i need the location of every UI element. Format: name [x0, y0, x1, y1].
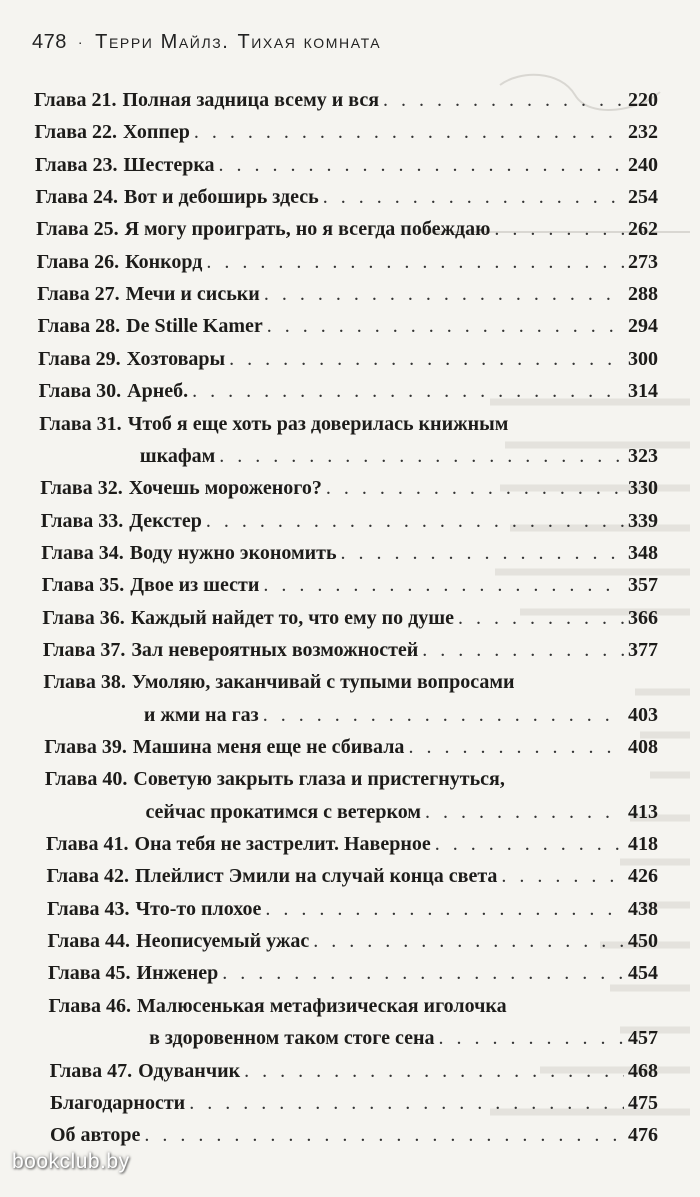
toc-page-number: 348	[627, 541, 658, 564]
toc-chapter-title: Хоппер	[123, 121, 190, 144]
toc-chapter-label: Глава 39.	[44, 736, 127, 758]
toc-entry	[48, 925, 658, 957]
toc-dot-leader	[265, 893, 624, 925]
toc-chapter-title: Каждый найдет то, что ему по душе	[130, 606, 454, 629]
toc-chapter-title: Одуванчик	[138, 1059, 241, 1082]
toc-chapter-title-continuation: и жми на газ	[143, 703, 259, 726]
toc-chapter-label: Глава 45.	[48, 962, 131, 985]
toc-page-number: 418	[627, 833, 658, 856]
toc-chapter-label: Глава 29.	[38, 347, 121, 370]
toc-chapter-label: Глава 47.	[49, 1059, 133, 1082]
toc-dot-leader	[439, 1022, 624, 1054]
toc-entry	[37, 246, 658, 278]
toc-chapter-title: Конкорд	[125, 250, 203, 273]
toc-chapter-label: Глава 43.	[47, 897, 130, 920]
toc-entry	[34, 84, 658, 116]
toc-entry	[43, 666, 658, 698]
toc-page-number: 366	[627, 606, 658, 629]
toc-page-number: 240	[627, 153, 658, 176]
toc-page-number: 294	[627, 315, 658, 338]
toc-chapter-title: Воду нужно экономить	[129, 541, 337, 564]
toc-page-number: 377	[627, 638, 658, 661]
toc-entry	[46, 828, 658, 860]
toc-entry	[35, 149, 658, 181]
toc-entry	[50, 1119, 658, 1151]
toc-entry	[46, 860, 658, 892]
toc-page-number: 273	[627, 250, 658, 273]
toc-chapter-label: Глава 38.	[43, 671, 126, 694]
toc-page-number: 457	[627, 1027, 658, 1050]
toc-dot-leader	[383, 84, 624, 116]
toc-entry	[44, 731, 658, 763]
toc-page-number: 262	[627, 218, 658, 241]
toc-dot-leader	[408, 731, 624, 763]
toc-dot-leader	[341, 537, 624, 569]
toc-dot-leader	[219, 149, 624, 181]
toc-entry-continuation	[144, 699, 658, 731]
toc-chapter-title: Чтоб я еще хоть раз доверилась книжным	[127, 412, 509, 435]
toc-chapter-label: Глава 34.	[41, 541, 124, 564]
toc-page-number: 330	[627, 477, 658, 500]
toc-page-number: 288	[627, 283, 658, 306]
toc-entry	[41, 537, 658, 569]
toc-chapter-title: Шестерка	[123, 153, 215, 176]
toc-chapter-label: Глава 37.	[42, 638, 126, 661]
toc-chapter-title: Малюсенькая метафизическая иголочка	[137, 994, 507, 1017]
toc-chapter-label: Глава 30.	[38, 380, 122, 403]
toc-page-number: 426	[627, 865, 658, 888]
toc-chapter-label: Глава 23.	[35, 153, 118, 176]
toc-entry	[42, 602, 658, 634]
toc-chapter-label: Глава 22.	[34, 121, 118, 144]
toc-page-number: 323	[627, 444, 658, 467]
toc-dot-leader	[326, 472, 624, 504]
toc-chapter-title: Инженер	[136, 962, 219, 985]
toc-chapter-title: De Stille Kamer	[126, 315, 263, 338]
toc-chapter-title-continuation: сейчас прокатимся с ветерком	[145, 800, 422, 823]
toc-chapter-title-continuation: в здоровенном таком стоге сена	[149, 1027, 435, 1050]
toc-dot-leader	[219, 440, 624, 472]
toc-entry	[35, 116, 658, 148]
toc-chapter-title: Советую закрыть глаза и пристегнуться,	[133, 768, 505, 791]
toc-dot-leader	[229, 343, 624, 375]
toc-chapter-label: Глава 35.	[41, 574, 125, 597]
toc-chapter-label: Глава 21.	[34, 89, 117, 111]
toc-dot-leader	[222, 957, 624, 989]
toc-dot-leader	[206, 505, 624, 537]
toc-chapter-label: Глава 32.	[40, 477, 123, 500]
toc-page-number: 403	[627, 703, 658, 726]
toc-dot-leader	[144, 1119, 624, 1151]
toc-entry	[42, 569, 658, 601]
toc-chapter-title: Плейлист Эмили на случай конца света	[134, 865, 498, 888]
table-of-contents	[0, 84, 700, 1147]
toc-entry	[38, 310, 658, 342]
toc-dot-leader	[206, 246, 624, 278]
running-header	[32, 24, 381, 60]
toc-dot-leader	[189, 1087, 624, 1119]
toc-chapter-title: Полная задница всему и вся	[122, 89, 380, 111]
toc-entry	[36, 213, 658, 245]
toc-dot-leader	[323, 181, 624, 213]
toc-entry	[41, 505, 658, 537]
toc-entry-continuation	[149, 1022, 658, 1054]
toc-page-number: 357	[627, 574, 658, 597]
toc-dot-leader	[192, 375, 624, 407]
toc-chapter-title: Декстер	[129, 509, 202, 532]
toc-chapter-title: Мечи и сиськи	[125, 283, 260, 306]
toc-chapter-label: Глава 40.	[44, 768, 128, 791]
toc-page-number: 476	[628, 1124, 658, 1147]
toc-chapter-label: Глава 33.	[40, 509, 124, 532]
toc-entry	[36, 181, 658, 213]
toc-chapter-title-continuation: шкафам	[139, 444, 216, 467]
toc-dot-leader	[425, 796, 624, 828]
toc-chapter-label: Глава 36.	[42, 606, 125, 629]
toc-dot-leader	[435, 828, 624, 860]
toc-page-number: 413	[627, 800, 658, 823]
toc-page-number: 300	[627, 347, 658, 370]
toc-chapter-label: Глава 41.	[45, 833, 129, 856]
toc-entry	[37, 278, 658, 310]
toc-chapter-label: Глава 31.	[39, 412, 122, 435]
toc-chapter-title: Я могу проиграть, но я всегда побеждаю	[124, 218, 491, 241]
toc-entry	[47, 893, 658, 925]
toc-dot-leader	[494, 213, 624, 245]
toc-entry	[49, 990, 658, 1022]
toc-entry	[50, 1055, 658, 1087]
toc-chapter-label: Глава 25.	[36, 218, 119, 241]
header-page-number: 478	[32, 30, 67, 53]
toc-dot-leader	[313, 925, 624, 957]
toc-chapter-title: Двое из шести	[130, 574, 260, 597]
header-separator: ·	[77, 34, 85, 50]
toc-chapter-title: Об авторе	[50, 1124, 141, 1147]
toc-chapter-title: Хозтовары	[126, 347, 226, 370]
toc-chapter-title: Благодарности	[50, 1091, 186, 1114]
toc-entry-continuation	[145, 796, 658, 828]
toc-chapter-title: Арнеб.	[127, 380, 189, 403]
toc-entry	[39, 408, 658, 440]
toc-chapter-title: Хочешь мороженого?	[128, 477, 322, 500]
toc-chapter-label: Глава 26.	[36, 250, 120, 273]
toc-entry	[50, 1087, 658, 1119]
toc-entry	[38, 343, 658, 375]
toc-dot-leader	[501, 860, 624, 892]
toc-chapter-label: Глава 27.	[37, 283, 120, 306]
toc-entry	[48, 957, 658, 989]
toc-dot-leader	[422, 634, 624, 666]
toc-chapter-label: Глава 46.	[48, 994, 132, 1017]
toc-page-number: 339	[627, 509, 658, 532]
toc-chapter-label: Глава 42.	[46, 865, 129, 888]
toc-chapter-title: Что-то плохое	[135, 897, 262, 920]
toc-entry	[45, 763, 658, 795]
toc-dot-leader	[458, 602, 624, 634]
toc-chapter-label: Глава 28.	[37, 315, 121, 338]
toc-page-number: 220	[628, 89, 658, 111]
toc-page-number: 408	[627, 736, 658, 758]
toc-dot-leader	[244, 1055, 624, 1087]
toc-chapter-label: Глава 24.	[35, 186, 119, 209]
toc-entry	[43, 634, 658, 666]
header-author: Терри Майлз.	[95, 30, 230, 53]
toc-dot-leader	[263, 569, 624, 601]
toc-page-number: 454	[627, 962, 658, 985]
toc-chapter-title: Вот и дебоширь здесь	[124, 186, 319, 209]
toc-chapter-title: Машина меня еще не сбивала	[132, 736, 405, 758]
toc-chapter-title: Умоляю, заканчивай с тупыми вопросами	[131, 671, 515, 694]
toc-chapter-title: Неописуемый ужас	[136, 930, 310, 953]
toc-chapter-title: Зал невероятных возможностей	[131, 638, 419, 661]
toc-page-number: 254	[627, 186, 658, 209]
toc-entry	[39, 375, 658, 407]
toc-page-number: 314	[627, 380, 658, 403]
toc-dot-leader	[194, 116, 624, 148]
toc-dot-leader	[263, 699, 624, 731]
header-book-title: Тихая комната	[237, 30, 382, 53]
toc-entry-continuation	[140, 440, 658, 472]
toc-page-number: 475	[628, 1091, 658, 1114]
toc-chapter-title: Она тебя не застрелит. Наверное	[134, 833, 431, 856]
toc-dot-leader	[267, 310, 624, 342]
toc-page-number: 232	[627, 121, 658, 144]
toc-page-number: 438	[628, 897, 658, 920]
toc-page-number: 450	[627, 930, 658, 953]
toc-dot-leader	[264, 278, 624, 310]
toc-chapter-label: Глава 44.	[47, 930, 131, 953]
toc-entry	[40, 472, 658, 504]
toc-page-number: 468	[627, 1059, 658, 1082]
site-watermark: bookclub.by	[12, 1150, 130, 1173]
